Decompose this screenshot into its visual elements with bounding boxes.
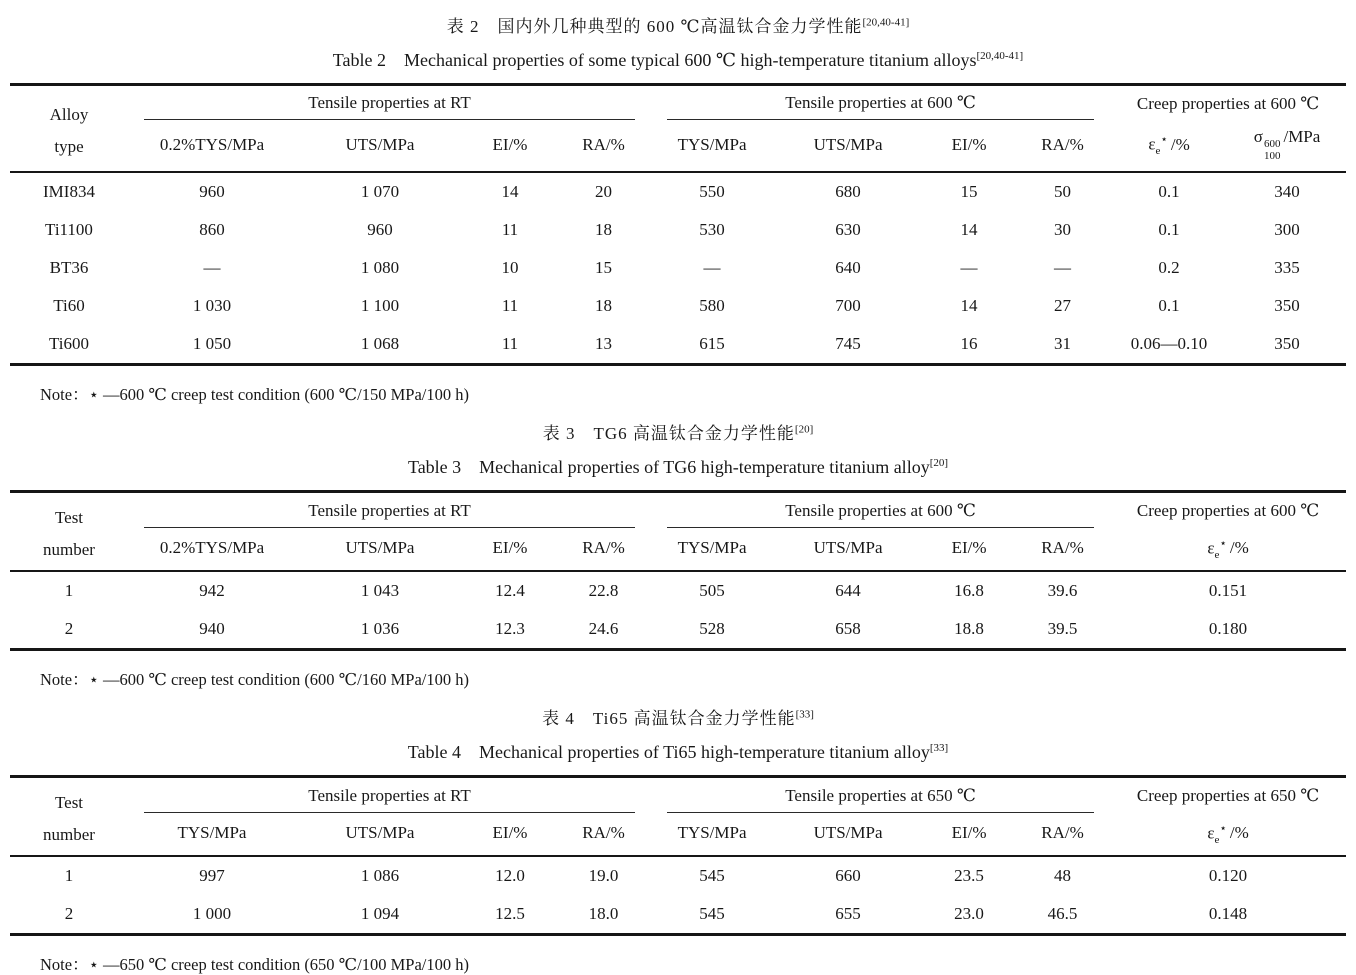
col-header: EI/% bbox=[492, 134, 528, 154]
table-cell: 0.151 bbox=[1208, 581, 1248, 601]
table2-title-en-citation: [20,40-41] bbox=[976, 50, 1024, 62]
stub-line2: number bbox=[43, 540, 95, 560]
table-cell: 11 bbox=[501, 296, 519, 316]
col-header: UTS/MPa bbox=[345, 134, 415, 154]
table-cell: 655 bbox=[835, 904, 861, 924]
table-cell: 14 bbox=[501, 182, 519, 202]
table-cell: 0.180 bbox=[1208, 619, 1248, 639]
col-header: RA/% bbox=[582, 134, 625, 154]
table-row bbox=[10, 895, 1346, 935]
table-cell: 24.6 bbox=[588, 619, 619, 639]
table-row bbox=[10, 571, 1346, 610]
group-header-600c: Tensile properties at 600 ℃ bbox=[651, 492, 1110, 528]
table2-title-zh-citation: [20,40-41] bbox=[862, 16, 910, 29]
table-cell: 1 094 bbox=[360, 904, 400, 924]
table-cell: 12.0 bbox=[495, 866, 525, 886]
table-cell: 31 bbox=[1054, 334, 1072, 354]
col-header: RA/% bbox=[582, 823, 625, 843]
col-header: TYS/MPa bbox=[677, 538, 747, 558]
table4-stub-header bbox=[10, 777, 128, 857]
col-header: RA/% bbox=[582, 538, 625, 558]
col-header: EI/% bbox=[492, 538, 528, 558]
col-header-creep-stress: σ 600 100 /MPa bbox=[1253, 127, 1321, 163]
table-cell: — bbox=[203, 258, 221, 278]
table4-note: Note：⋆ —650 ℃ creep test condition (650 ℃/100 MPa/100 h) bbox=[40, 955, 469, 975]
col-header: UTS/MPa bbox=[813, 134, 883, 154]
table3-title-zh bbox=[10, 419, 1346, 444]
col-header: TYS/MPa bbox=[677, 823, 747, 843]
table-cell: 545 bbox=[699, 904, 725, 924]
col-header: RA/% bbox=[1041, 538, 1084, 558]
col-header: 0.2%TYS/MPa bbox=[159, 134, 265, 154]
table-cell: 1 080 bbox=[360, 258, 400, 278]
table3-title-zh-citation: [20] bbox=[794, 423, 814, 436]
table-cell: 1 070 bbox=[360, 182, 400, 202]
col-header: EI/% bbox=[951, 823, 987, 843]
table-cell: Ti60 bbox=[53, 296, 85, 316]
table2-section bbox=[10, 12, 1346, 405]
table-cell: Ti1100 bbox=[45, 220, 93, 240]
table2-title-zh bbox=[10, 12, 1346, 37]
table4-title-zh-citation: [33] bbox=[795, 708, 814, 721]
table-cell: 19.0 bbox=[588, 866, 619, 886]
table-cell: 640 bbox=[835, 258, 861, 278]
group-header-600c: Tensile properties at 600 ℃ bbox=[651, 85, 1110, 121]
table2 bbox=[10, 83, 1346, 366]
table-cell: 18 bbox=[595, 296, 613, 316]
table-cell: 660 bbox=[835, 866, 861, 886]
col-header: UTS/MPa bbox=[345, 823, 415, 843]
table4-section bbox=[10, 704, 1346, 975]
table3 bbox=[10, 490, 1346, 651]
table-cell: — bbox=[1054, 258, 1072, 278]
table-cell: 0.06—0.10 bbox=[1130, 334, 1208, 354]
table-cell: 2 bbox=[64, 619, 74, 639]
table-cell: 15 bbox=[595, 258, 613, 278]
table-cell: 580 bbox=[699, 296, 725, 316]
table-cell: 16.8 bbox=[954, 581, 984, 601]
table-cell: 0.1 bbox=[1158, 182, 1180, 202]
table-cell: 14 bbox=[960, 296, 978, 316]
stub-line1: Test bbox=[54, 508, 84, 528]
table-row bbox=[10, 610, 1346, 650]
table2-title-en bbox=[10, 46, 1346, 72]
table-cell: 12.5 bbox=[495, 904, 525, 924]
table-cell: 39.5 bbox=[1047, 619, 1078, 639]
table-cell: 942 bbox=[199, 581, 225, 601]
table-cell: 18 bbox=[595, 220, 613, 240]
table-cell: 27 bbox=[1054, 296, 1072, 316]
table-cell: 350 bbox=[1274, 296, 1300, 316]
table3-section bbox=[10, 419, 1346, 690]
table-cell: 550 bbox=[699, 182, 725, 202]
table-cell: 0.148 bbox=[1208, 904, 1248, 924]
col-header: RA/% bbox=[1041, 134, 1084, 154]
table-cell: 15 bbox=[960, 182, 978, 202]
table-cell: 18.8 bbox=[954, 619, 984, 639]
table-cell: 0.120 bbox=[1208, 866, 1248, 886]
table-row bbox=[10, 249, 1346, 287]
table2-title-zh-text: 表 2 国内外几种典型的 600 ℃高温钛合金力学性能 bbox=[446, 17, 863, 36]
group-header-creep: Creep properties at 600 ℃ bbox=[1136, 93, 1320, 113]
table-cell: 22.8 bbox=[588, 581, 619, 601]
table-cell: 745 bbox=[835, 334, 861, 354]
col-header-creep-strain: $\varepsilon_e^⋆$ /% bbox=[1207, 820, 1249, 846]
table-cell: 505 bbox=[699, 581, 725, 601]
table3-title-zh-text: 表 3 TG6 高温钛合金力学性能 bbox=[542, 424, 795, 444]
table4-title-en-text: Table 4 Mechanical properties of Ti65 high-temperature titanium alloy bbox=[407, 742, 930, 763]
table-cell: — bbox=[960, 258, 978, 278]
table3-note: Note：⋆ —600 ℃ creep test condition (600 ℃/160 MPa/100 h) bbox=[40, 670, 469, 690]
table-cell: 960 bbox=[199, 182, 225, 202]
table-cell: 13 bbox=[595, 334, 613, 354]
table-row bbox=[10, 172, 1346, 211]
table2-stub-header bbox=[10, 85, 128, 173]
table3-title-en bbox=[10, 453, 1346, 479]
table-cell: 14 bbox=[960, 220, 978, 240]
table-cell: IMI834 bbox=[43, 182, 95, 202]
table-cell: 1 bbox=[64, 866, 74, 886]
table-cell: 11 bbox=[501, 220, 519, 240]
table-cell: 545 bbox=[699, 866, 725, 886]
table-cell: 528 bbox=[699, 619, 725, 639]
table3-title-en-citation: [20] bbox=[929, 457, 949, 470]
table-cell: 1 100 bbox=[360, 296, 400, 316]
table-cell: 0.1 bbox=[1158, 296, 1180, 316]
table-cell: 960 bbox=[367, 220, 393, 240]
table-cell: 11 bbox=[501, 334, 519, 354]
group-header-rt: Tensile properties at RT bbox=[128, 777, 651, 813]
table-cell: 39.6 bbox=[1047, 581, 1078, 601]
col-header: 0.2%TYS/MPa bbox=[159, 538, 265, 558]
table-cell: 340 bbox=[1274, 182, 1300, 202]
table-cell: 860 bbox=[199, 220, 225, 240]
table-cell: 350 bbox=[1274, 334, 1300, 354]
table-cell: 335 bbox=[1274, 258, 1300, 278]
table-cell: 1 036 bbox=[360, 619, 400, 639]
stub-line2: type bbox=[54, 137, 84, 157]
table-cell: 997 bbox=[199, 866, 225, 886]
col-header-creep-strain: $\varepsilon_e^⋆$ /% bbox=[1207, 535, 1249, 561]
table-cell: 18.0 bbox=[588, 904, 619, 924]
table-cell: 1 030 bbox=[192, 296, 232, 316]
table-cell: 1 000 bbox=[192, 904, 232, 924]
table-cell: 940 bbox=[199, 619, 225, 639]
col-header: UTS/MPa bbox=[813, 823, 883, 843]
table4-title-zh-text: 表 4 Ti65 高温钛合金力学性能 bbox=[542, 709, 796, 729]
col-header: TYS/MPa bbox=[677, 134, 747, 154]
table-row bbox=[10, 211, 1346, 249]
table-cell: 1 050 bbox=[192, 334, 232, 354]
col-header: UTS/MPa bbox=[813, 538, 883, 558]
col-header: UTS/MPa bbox=[345, 538, 415, 558]
table-cell: 46.5 bbox=[1047, 904, 1078, 924]
table-cell: 644 bbox=[835, 581, 861, 601]
table-cell: Ti600 bbox=[48, 334, 89, 354]
table-cell: 0.2 bbox=[1158, 258, 1180, 278]
col-header: TYS/MPa bbox=[177, 823, 247, 843]
table4-title-en bbox=[10, 738, 1346, 764]
table-cell: — bbox=[703, 258, 721, 278]
table-cell: 30 bbox=[1054, 220, 1072, 240]
group-header-rt: Tensile properties at RT bbox=[128, 492, 651, 528]
stub-line2: number bbox=[43, 825, 95, 845]
col-header: EI/% bbox=[492, 823, 528, 843]
table-cell: 12.4 bbox=[495, 581, 525, 601]
table-cell: 1 043 bbox=[360, 581, 400, 601]
group-header-650c: Tensile properties at 650 ℃ bbox=[651, 777, 1110, 813]
table4-title-en-citation: [33] bbox=[929, 742, 949, 755]
table2-note: Note：⋆ —600 ℃ creep test condition (600 ℃/150 MPa/100 h) bbox=[40, 385, 469, 405]
table3-title-en-text: Table 3 Mechanical properties of TG6 high-temperature titanium alloy bbox=[407, 457, 930, 478]
table-cell: 1 bbox=[64, 581, 74, 601]
table-cell: 10 bbox=[501, 258, 519, 278]
table-cell: 20 bbox=[595, 182, 613, 202]
table-cell: 1 086 bbox=[360, 866, 400, 886]
table-cell: 0.1 bbox=[1158, 220, 1180, 240]
table-cell: 530 bbox=[699, 220, 725, 240]
stub-line1: Alloy bbox=[49, 105, 89, 125]
table-cell: 16 bbox=[960, 334, 978, 354]
table-cell: 23.5 bbox=[954, 866, 984, 886]
table-cell: 48 bbox=[1054, 866, 1072, 886]
col-header: EI/% bbox=[951, 538, 987, 558]
stub-line1: Test bbox=[54, 793, 84, 813]
table-cell: 23.0 bbox=[954, 904, 984, 924]
table-cell: 658 bbox=[835, 619, 861, 639]
table4 bbox=[10, 775, 1346, 936]
table-cell: 12.3 bbox=[495, 619, 525, 639]
col-header-creep-strain: $\varepsilon_e^⋆$ /% bbox=[1148, 132, 1190, 158]
group-header-rt: Tensile properties at RT bbox=[128, 85, 651, 121]
table-cell: 1 068 bbox=[360, 334, 400, 354]
table-cell: BT36 bbox=[49, 258, 89, 278]
table-row bbox=[10, 856, 1346, 895]
table-cell: 300 bbox=[1274, 220, 1300, 240]
table-cell: 2 bbox=[64, 904, 74, 924]
col-header: RA/% bbox=[1041, 823, 1084, 843]
table-row bbox=[10, 325, 1346, 365]
table-row bbox=[10, 287, 1346, 325]
table4-title-zh bbox=[10, 704, 1346, 729]
table-cell: 50 bbox=[1054, 182, 1072, 202]
table-cell: 630 bbox=[835, 220, 861, 240]
table-cell: 615 bbox=[699, 334, 725, 354]
group-header-creep: Creep properties at 650 ℃ bbox=[1136, 786, 1320, 806]
table2-title-en-text: Table 2 Mechanical properties of some typical 600 ℃ high-temperature titanium alloys bbox=[332, 50, 977, 70]
table-cell: 700 bbox=[835, 296, 861, 316]
group-header-creep: Creep properties at 600 ℃ bbox=[1136, 501, 1320, 521]
table3-stub-header bbox=[10, 492, 128, 572]
table-cell: 680 bbox=[835, 182, 861, 202]
col-header: EI/% bbox=[951, 134, 987, 154]
